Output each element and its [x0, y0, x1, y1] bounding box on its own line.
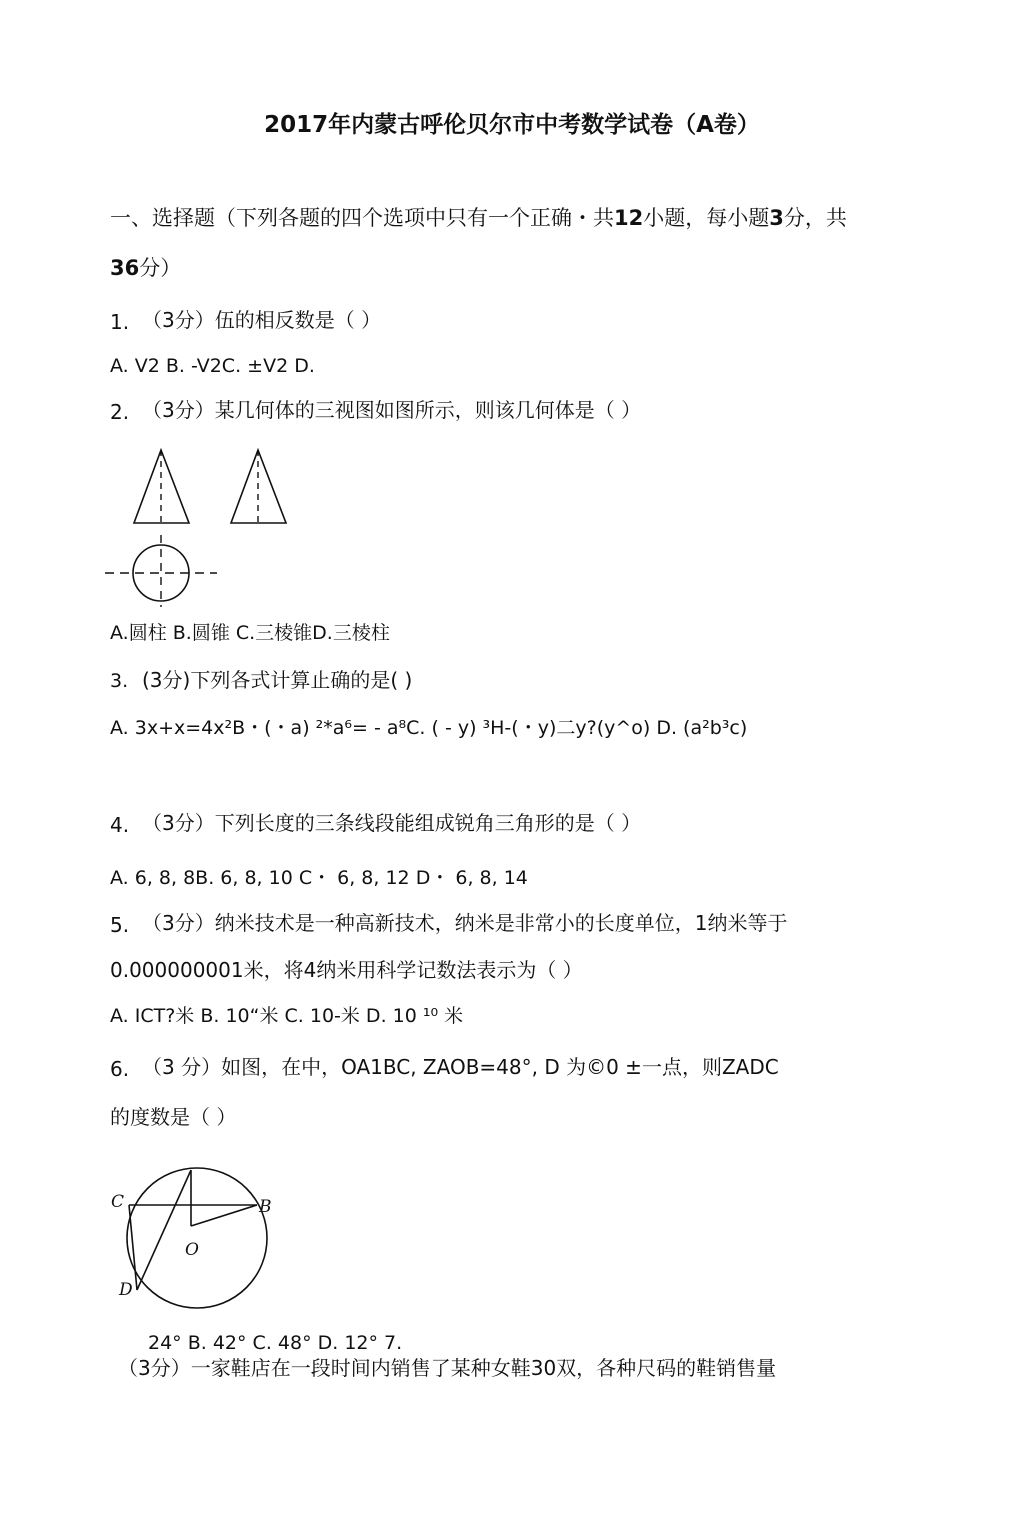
- question-count: 12: [614, 206, 644, 230]
- question-4-number: 4.: [110, 813, 130, 837]
- question-score: 3: [769, 206, 784, 230]
- question-7-stem: （3分）一家鞋店在一段时间内销售了某种女鞋30双，各种尺码的鞋销售量: [118, 1356, 777, 1380]
- section-header-text: 分）: [139, 256, 182, 280]
- question-2-options: A.圆柱 B.圆锥 C.三棱锥D.三棱柱: [110, 622, 390, 644]
- question-3-number: 3.: [110, 670, 129, 692]
- section-header-line1: [110, 208, 847, 229]
- question-5-stem: （3分）纳米技术是一种高新技术，纳米是非常小的长度单位，1纳米等于: [142, 911, 788, 935]
- question-6-number: 6.: [110, 1057, 130, 1081]
- section-header-text: 分，共: [783, 206, 847, 230]
- segment-ob: [191, 1205, 257, 1226]
- question-6-options: 24° B. 42° C. 48° D. 12° 7.: [148, 1332, 403, 1354]
- question-1-number: 1.: [110, 310, 130, 334]
- side-view-figure: [225, 445, 295, 530]
- question-4-stem: （3分）下列长度的三条线段能组成锐角三角形的是（ ）: [142, 811, 642, 835]
- section-header-text: 小题，每小题: [643, 206, 770, 230]
- label-o: O: [185, 1240, 199, 1260]
- page-title: 2017年内蒙古呼伦贝尔市中考数学试卷（A卷）: [264, 112, 760, 138]
- section-header-line2: [110, 258, 181, 279]
- question-1-stem: （3分）伍的相反数是（ ）: [142, 308, 382, 332]
- question-1-options: A. V2 B. -V2C. ±V2 D.: [110, 355, 315, 377]
- question-2-stem: （3分）某几何体的三视图如图所示，则该几何体是（ ）: [142, 398, 642, 422]
- question-6-stem: （3 分）如图，在中，OA1BC, ZAOB=48°, D 为©0 ±一点，则ZADC: [142, 1055, 779, 1079]
- question-5-number: 5.: [110, 913, 130, 937]
- question-5-options: A. ICT?米 B. 10“米 C. 10-米 D. 10 ¹⁰ 米: [110, 1005, 464, 1027]
- front-and-top-view: [105, 445, 225, 610]
- segment-ad: [137, 1170, 191, 1290]
- question-3-stem: (3分)下列各式计算止确的是( ): [142, 668, 413, 692]
- label-b: B: [259, 1197, 272, 1217]
- side-view: [225, 445, 295, 530]
- segment-cd: [129, 1205, 137, 1290]
- three-view-figure: [105, 445, 225, 610]
- question-6-stem-continued: 的度数是（ ）: [110, 1105, 237, 1129]
- circle-diagram: [105, 1160, 285, 1320]
- circle-o: [127, 1168, 267, 1308]
- question-4-options: A. 6, 8, 8B. 6, 8, 10 C・ 6, 8, 12 D・ 6, 8, 14: [110, 867, 528, 889]
- question-2-number: 2.: [110, 400, 130, 424]
- section-header-text: 一、选择题（下列各题的四个选项中只有一个正确・共: [110, 206, 614, 230]
- question-5-stem-continued: 0.000000001米，将4纳米用科学记数法表示为（ ）: [110, 958, 583, 982]
- label-d: D: [119, 1280, 133, 1300]
- question-3-options: A. 3x+x=4x²B・(・a) ²*a⁶= - a⁸C. ( - y) ³H-(・y)二y?(y^o) D. (a²b³c): [110, 717, 748, 739]
- label-c: C: [111, 1192, 125, 1212]
- total-score: 36: [110, 256, 140, 280]
- circle-figure: [105, 1160, 285, 1320]
